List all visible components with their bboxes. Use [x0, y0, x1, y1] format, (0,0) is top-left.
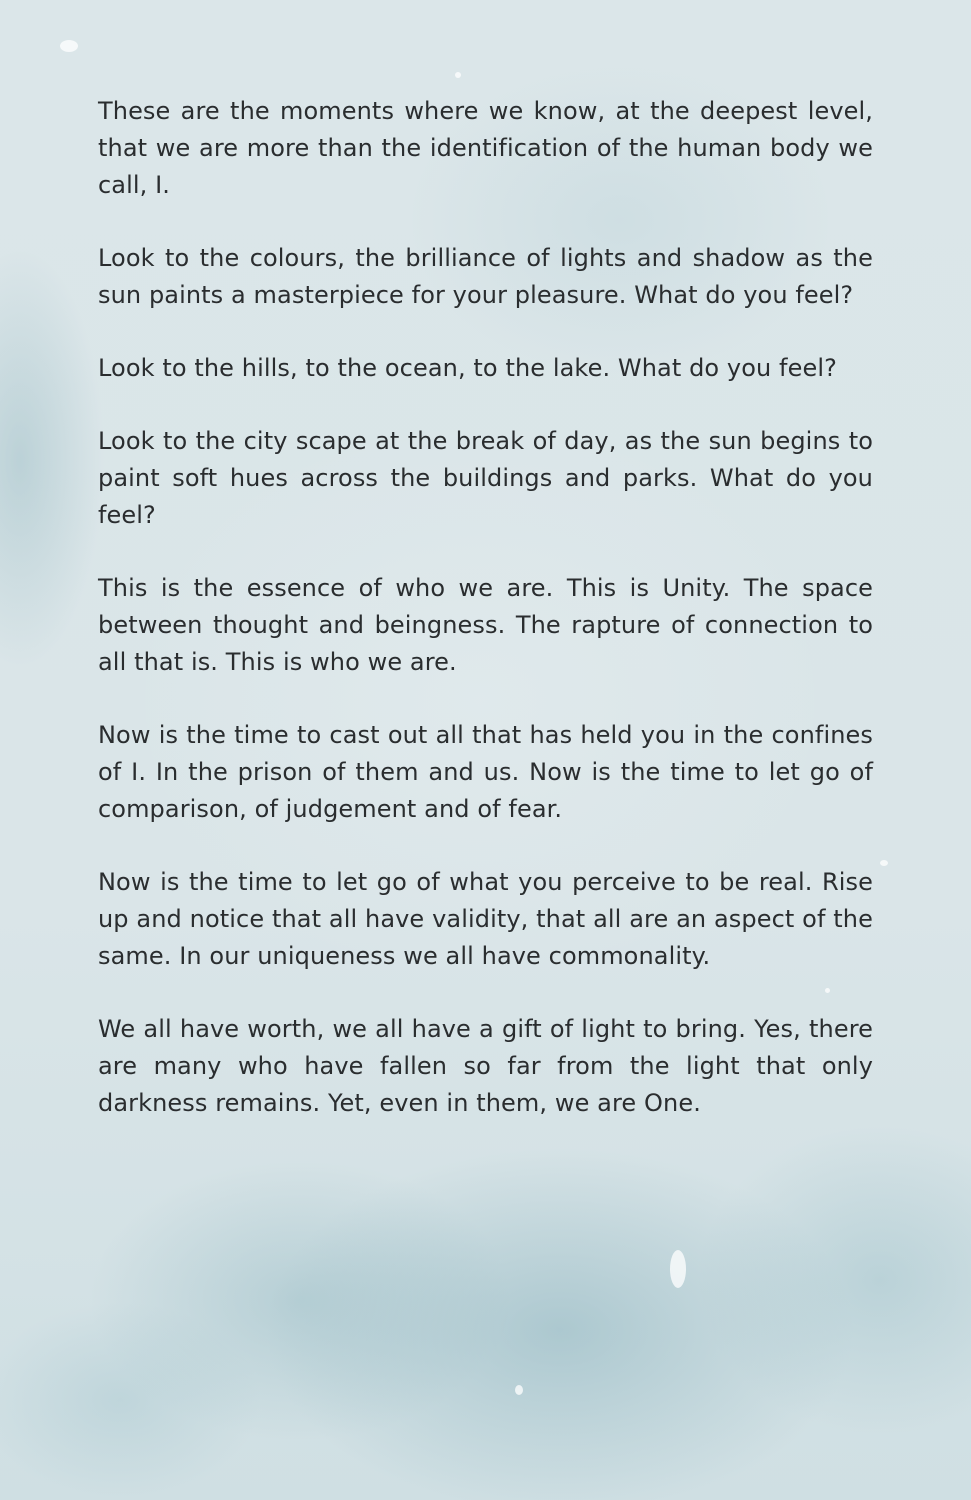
- body-text: [98, 93, 873, 1158]
- paragraph: Look to the city scape at the break of day, as the sun begins to paint soft hues across the buildings and parks. What do you feel?: [98, 427, 873, 529]
- paragraph: This is the essence of who we are. This is Unity. The space between thought and beingness. The rapture of connection to all that is. This is who we are.: [98, 574, 873, 676]
- paint-speck: [60, 40, 78, 52]
- paint-speck: [670, 1250, 686, 1288]
- paragraph: Now is the time to let go of what you perceive to be real. Rise up and notice that all have validity, that all are an aspect of the same. In our uniqueness we all have commonality.: [98, 868, 873, 970]
- paragraph: Look to the colours, the brilliance of lights and shadow as the sun paints a masterpiece for your pleasure. What do you feel?: [98, 244, 873, 309]
- paragraph: We all have worth, we all have a gift of light to bring. Yes, there are many who have fallen so far from the light that only darkness remains. Yet, even in them, we are One.: [98, 1015, 873, 1117]
- paint-speck: [880, 860, 888, 866]
- paint-speck: [455, 72, 461, 78]
- paragraph: Look to the hills, to the ocean, to the lake. What do you feel?: [98, 354, 837, 382]
- paragraph: These are the moments where we know, at the deepest level, that we are more than the identification of the human body we call, I.: [98, 97, 873, 199]
- paragraph: Now is the time to cast out all that has held you in the confines of I. In the prison of them and us. Now is the time to let go of comparison, of judgement and of fear.: [98, 721, 873, 823]
- paint-speck: [515, 1385, 523, 1395]
